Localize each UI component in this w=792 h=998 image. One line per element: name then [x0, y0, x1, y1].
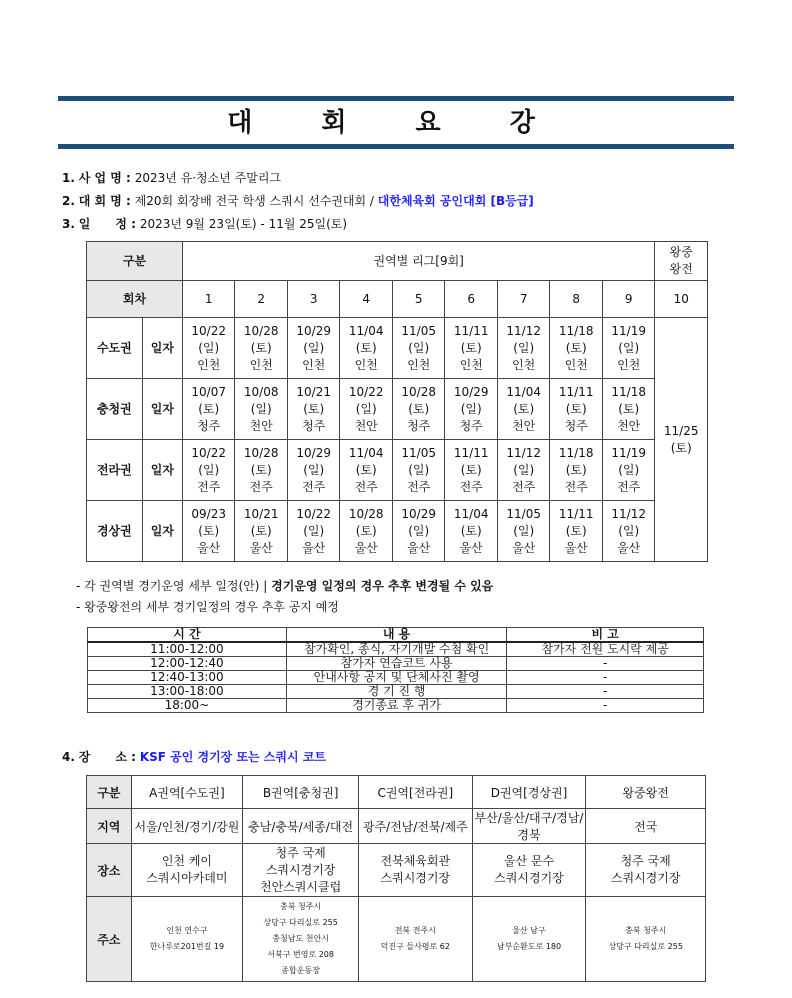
item-label: 장 소 :	[78, 750, 136, 764]
cell-line: 청주 국제	[275, 845, 326, 860]
date-cell	[235, 318, 288, 379]
date: 11/11	[453, 323, 489, 338]
day: (토)	[565, 340, 587, 355]
date-cell	[445, 379, 498, 440]
venue-address-label: 주소	[87, 897, 132, 982]
day: (일)	[618, 340, 640, 355]
date-cell	[602, 318, 655, 379]
item-text: 2023년 유·청소년 주말리그	[134, 171, 281, 185]
place: 인천	[512, 357, 536, 372]
day: (토)	[565, 462, 587, 477]
place: 전주	[459, 479, 483, 494]
date: 11/18	[611, 384, 646, 399]
timetable-cell: 참가자 전원 도시락 제공	[507, 642, 704, 657]
date: 11/05	[506, 506, 541, 521]
timetable	[87, 627, 704, 713]
cell-line: 종합운동장	[281, 966, 320, 975]
venue-place-cell	[358, 844, 472, 897]
date-cell	[182, 379, 235, 440]
place: 청주	[407, 418, 431, 433]
cell-line: 왕중	[669, 245, 693, 259]
date: 11/11	[558, 506, 594, 521]
place: 인천	[564, 357, 588, 372]
round-number: 3	[287, 281, 340, 318]
date: 10/22	[296, 506, 331, 521]
day: (토)	[513, 401, 535, 416]
item-label: 사 업 명 :	[78, 171, 131, 185]
cell-line: 울산 남구	[512, 926, 546, 935]
date-cell	[340, 440, 393, 501]
place: 전주	[512, 479, 536, 494]
venue-region-cell: 광주/전남/전북/제주	[358, 809, 472, 844]
day: (일)	[250, 401, 272, 416]
timetable-cell: 참가자 연습코트 사용	[286, 657, 506, 671]
venue-region-label: 지역	[87, 809, 132, 844]
timetable-cell: 참가확인, 종식, 자기개발 수첨 확인	[286, 642, 506, 657]
date: 11/19	[611, 323, 646, 338]
place: 천안	[354, 418, 378, 433]
item-text: 2023년 9월 23일(토) - 11월 25일(토)	[139, 217, 348, 231]
date: 10/29	[296, 323, 331, 338]
timetable-cell: -	[507, 699, 704, 713]
cell-line: 충북 청주시	[280, 902, 322, 911]
venue-place-cell	[131, 844, 243, 897]
final-day: (토)	[670, 440, 692, 455]
day: (일)	[198, 340, 220, 355]
date-cell	[287, 318, 340, 379]
venue-region-cell: 충남/충북/세종/대전	[243, 809, 359, 844]
venue-place-cell	[472, 844, 586, 897]
date-cell	[445, 318, 498, 379]
date-cell	[392, 501, 445, 562]
date-cell	[340, 501, 393, 562]
place: 인천	[302, 357, 326, 372]
date-label: 일자	[142, 379, 182, 440]
date-cell	[392, 318, 445, 379]
item-number: 4.	[62, 750, 75, 764]
place: 울산	[617, 540, 641, 555]
cell-line: 인천 케이	[161, 854, 213, 868]
date: 10/22	[191, 445, 226, 460]
date: 11/05	[401, 323, 436, 338]
schedule-region-row	[87, 501, 708, 562]
venue-address-cell	[472, 897, 586, 982]
date-cell	[392, 379, 445, 440]
schedule-region-row	[87, 379, 708, 440]
day: (토)	[250, 462, 272, 477]
date-cell	[550, 318, 603, 379]
place: 울산	[459, 540, 483, 555]
place: 인천	[197, 357, 221, 372]
schedule-round-label: 회차	[87, 281, 183, 318]
date: 11/04	[348, 323, 384, 338]
date-cell	[182, 318, 235, 379]
date: 11/04	[453, 506, 489, 521]
venue-address-cell	[243, 897, 359, 982]
item-text: 제20회 회장배 전국 학생 스쿼시 선수권대회 /	[134, 194, 378, 208]
place: 울산	[512, 540, 536, 555]
timetable-cell: 경기종료 후 귀가	[286, 699, 506, 713]
cell-line: 충청남도 천안시	[272, 934, 329, 943]
day: (토)	[618, 401, 640, 416]
place: 천안	[249, 418, 273, 433]
date-cell	[602, 440, 655, 501]
round-number: 2	[235, 281, 288, 318]
item-business-name	[62, 170, 281, 186]
note-bold: 경기운영 일정의 경우 추후 변경될 수 있음	[271, 579, 494, 593]
venue-address-cell	[131, 897, 243, 982]
day: (토)	[355, 462, 377, 477]
cell-line: 스쿼시경기장	[610, 871, 681, 885]
day: (토)	[355, 340, 377, 355]
cell-line: 전북 전주시	[394, 926, 436, 935]
round-number: 6	[445, 281, 498, 318]
place: 전주	[407, 479, 431, 494]
round-number: 5	[392, 281, 445, 318]
place: 천안	[512, 418, 536, 433]
cell-line: 상당구 다리실로 255	[263, 918, 338, 927]
day: (일)	[355, 401, 377, 416]
place: 울산	[354, 540, 378, 555]
venue-table	[86, 775, 706, 982]
day: (토)	[250, 523, 272, 538]
date: 10/28	[401, 384, 436, 399]
day: (토)	[460, 523, 482, 538]
item-label: 대 회 명 :	[78, 194, 131, 208]
date: 10/28	[243, 445, 279, 460]
day: (일)	[303, 340, 325, 355]
timetable-header: 시 간	[88, 628, 287, 643]
timetable-header-row	[88, 628, 704, 643]
title-rule-bottom	[58, 144, 734, 149]
venue-region-row	[87, 809, 706, 844]
date-cell	[550, 440, 603, 501]
timetable-cell: -	[507, 685, 704, 699]
place: 전주	[564, 479, 588, 494]
schedule-header-final	[655, 242, 708, 281]
cell-line: 남부순환도로 180	[496, 942, 562, 951]
item-event-name	[62, 193, 534, 209]
cell-line: 스쿼시경기장	[494, 871, 564, 885]
cell-line: 충북 청주시	[625, 926, 667, 935]
place: 전주	[249, 479, 273, 494]
place: 전주	[302, 479, 326, 494]
date: 11/19	[611, 445, 646, 460]
date: 10/28	[243, 323, 279, 338]
final-date-cell	[655, 318, 708, 562]
cell-line: 스쿼시아카데미	[146, 871, 228, 885]
date: 10/29	[453, 384, 489, 399]
date-label: 일자	[142, 318, 182, 379]
cell-line: 서북구 번영로 208	[267, 950, 334, 959]
day: (일)	[513, 523, 535, 538]
round-number: 10	[655, 281, 708, 318]
note-final-schedule: - 왕중왕전의 세부 경기일정의 경우 추후 공지 예정	[76, 600, 339, 614]
date-cell	[497, 440, 550, 501]
place: 인천	[354, 357, 378, 372]
item-highlight: 대한체육회 공인대회 [B등급]	[377, 194, 534, 208]
date-cell	[497, 318, 550, 379]
place: 인천	[617, 357, 641, 372]
item-venue	[62, 749, 326, 765]
day: (일)	[303, 523, 325, 538]
schedule-table	[86, 241, 708, 562]
place: 전주	[617, 479, 641, 494]
date-cell	[392, 440, 445, 501]
item-number: 3.	[62, 217, 75, 231]
timetable-cell: 11:00-12:00	[88, 642, 287, 657]
date-cell	[445, 440, 498, 501]
date-cell	[287, 440, 340, 501]
cell-line: 청주 국제	[620, 854, 671, 868]
cell-line: 스쿼시경기장	[380, 871, 451, 885]
timetable-cell: -	[507, 671, 704, 685]
date: 11/12	[611, 506, 646, 521]
place: 울산	[197, 540, 221, 555]
date-cell	[235, 440, 288, 501]
venue-header: B권역[충청권]	[243, 776, 359, 809]
date: 10/22	[348, 384, 384, 399]
final-date: 11/25	[663, 423, 699, 438]
date: 10/22	[191, 323, 226, 338]
date: 11/12	[506, 445, 541, 460]
day: (토)	[303, 401, 325, 416]
date-cell	[550, 379, 603, 440]
place: 청주	[564, 418, 588, 433]
day: (일)	[460, 401, 482, 416]
timetable-cell: 경 기 진 행	[286, 685, 506, 699]
place: 인천	[407, 357, 431, 372]
timetable-cell: 18:00~	[88, 699, 287, 713]
day: (일)	[618, 462, 640, 477]
item-number: 2.	[62, 194, 75, 208]
day: (토)	[250, 340, 272, 355]
round-number: 8	[550, 281, 603, 318]
date: 11/11	[558, 384, 594, 399]
date: 10/28	[348, 506, 384, 521]
venue-header: A권역[수도권]	[131, 776, 243, 809]
day: (토)	[355, 523, 377, 538]
date-cell	[550, 501, 603, 562]
date-cell	[182, 440, 235, 501]
venue-region-cell: 전국	[586, 809, 706, 844]
date-cell	[340, 379, 393, 440]
schedule-round-row	[87, 281, 708, 318]
date: 11/05	[401, 445, 436, 460]
day: (일)	[198, 462, 220, 477]
venue-place-label: 장소	[87, 844, 132, 897]
cell-line: 천안스쿼시클럽	[260, 879, 342, 894]
timetable-row	[88, 642, 704, 657]
date-label: 일자	[142, 440, 182, 501]
note-text: - 각 권역별 경기운영 세부 일정(안) |	[76, 579, 272, 593]
item-schedule	[62, 216, 347, 232]
timetable-row	[88, 671, 704, 685]
timetable-header: 내 용	[286, 628, 506, 643]
timetable-row	[88, 699, 704, 713]
timetable-cell: 안내사항 공지 및 단체사진 촬영	[286, 671, 506, 685]
venue-place-cell	[586, 844, 706, 897]
timetable-header: 비 고	[507, 628, 704, 643]
timetable-cell: 12:00-12:40	[88, 657, 287, 671]
venue-header: C권역[전라권]	[358, 776, 472, 809]
place: 울산	[564, 540, 588, 555]
date: 10/29	[296, 445, 331, 460]
venue-place-cell	[243, 844, 359, 897]
place: 인천	[249, 357, 273, 372]
place: 인천	[459, 357, 483, 372]
region-name: 전라권	[87, 440, 143, 501]
place: 전주	[197, 479, 221, 494]
region-name: 충청권	[87, 379, 143, 440]
date-cell	[445, 501, 498, 562]
cell-line: 인천 연수구	[166, 926, 208, 935]
venue-header: 왕중왕전	[586, 776, 706, 809]
date: 11/12	[506, 323, 541, 338]
date-cell	[287, 501, 340, 562]
cell-line: 전북체육회관	[380, 854, 451, 868]
date-cell	[602, 501, 655, 562]
venue-region-cell: 부산/울산/대구/경남/경북	[472, 809, 586, 844]
region-name: 경상권	[87, 501, 143, 562]
place: 울산	[407, 540, 431, 555]
date: 11/04	[348, 445, 384, 460]
date: 11/18	[558, 445, 594, 460]
date: 10/21	[243, 506, 279, 521]
day: (토)	[460, 340, 482, 355]
day: (토)	[198, 401, 220, 416]
day: (일)	[408, 462, 430, 477]
day: (토)	[408, 401, 430, 416]
venue-header: D권역[경상권]	[472, 776, 586, 809]
date-cell	[602, 379, 655, 440]
timetable-cell: 13:00-18:00	[88, 685, 287, 699]
page-title: 대 회 요 강	[227, 108, 565, 138]
date-cell	[340, 318, 393, 379]
date: 10/21	[296, 384, 331, 399]
place: 천안	[617, 418, 641, 433]
place: 청주	[197, 418, 221, 433]
day: (일)	[513, 462, 535, 477]
item-highlight: KSF 공인 경기장 또는 스쿼시 코트	[139, 750, 326, 764]
date-cell	[182, 501, 235, 562]
schedule-header-league: 권역별 리그[9회]	[182, 242, 655, 281]
cell-line: 스쿼시경기장	[265, 862, 336, 877]
date-cell	[287, 379, 340, 440]
day: (토)	[565, 523, 587, 538]
date: 11/18	[558, 323, 594, 338]
date-cell	[497, 379, 550, 440]
round-number: 1	[182, 281, 235, 318]
note-schedule-change	[76, 577, 493, 594]
schedule-header-row	[87, 242, 708, 281]
venue-place-row	[87, 844, 706, 897]
title-rule-top	[58, 96, 734, 101]
timetable-row	[88, 657, 704, 671]
place: 전주	[354, 479, 378, 494]
schedule-region-row	[87, 440, 708, 501]
venue-address-cell	[586, 897, 706, 982]
place: 울산	[302, 540, 326, 555]
venue-region-cell: 서울/인천/경기/강원	[131, 809, 243, 844]
day: (일)	[618, 523, 640, 538]
timetable-cell: -	[507, 657, 704, 671]
day: (일)	[513, 340, 535, 355]
date-label: 일자	[142, 501, 182, 562]
item-number: 1.	[62, 171, 75, 185]
venue-header: 구분	[87, 776, 132, 809]
schedule-header-gubun: 구분	[87, 242, 183, 281]
item-label: 일 정 :	[78, 217, 136, 231]
date-cell	[235, 501, 288, 562]
cell-line: 상당구 다리실로 255	[608, 942, 683, 951]
place: 청주	[302, 418, 326, 433]
cell-line: 왕전	[669, 262, 693, 276]
date-cell	[235, 379, 288, 440]
timetable-cell: 12:40-13:00	[88, 671, 287, 685]
cell-line: 한나루로201번길 19	[149, 942, 225, 951]
venue-address-cell	[358, 897, 472, 982]
region-name: 수도권	[87, 318, 143, 379]
day: (토)	[198, 523, 220, 538]
day: (일)	[408, 340, 430, 355]
day: (일)	[408, 523, 430, 538]
date: 11/04	[506, 384, 541, 399]
timetable-row	[88, 685, 704, 699]
date: 09/23	[191, 506, 226, 521]
date: 10/08	[243, 384, 279, 399]
round-number: 9	[602, 281, 655, 318]
cell-line: 덕진구 들사평로 62	[380, 942, 450, 951]
round-number: 7	[497, 281, 550, 318]
place: 울산	[249, 540, 273, 555]
date: 10/29	[401, 506, 436, 521]
schedule-region-row	[87, 318, 708, 379]
cell-line: 울산 문수	[503, 854, 555, 868]
round-number: 4	[340, 281, 393, 318]
day: (토)	[565, 401, 587, 416]
venue-header-row	[87, 776, 706, 809]
venue-address-row	[87, 897, 706, 982]
day: (토)	[460, 462, 482, 477]
date: 10/07	[191, 384, 226, 399]
date-cell	[497, 501, 550, 562]
place: 청주	[459, 418, 483, 433]
day: (일)	[303, 462, 325, 477]
date: 11/11	[453, 445, 489, 460]
